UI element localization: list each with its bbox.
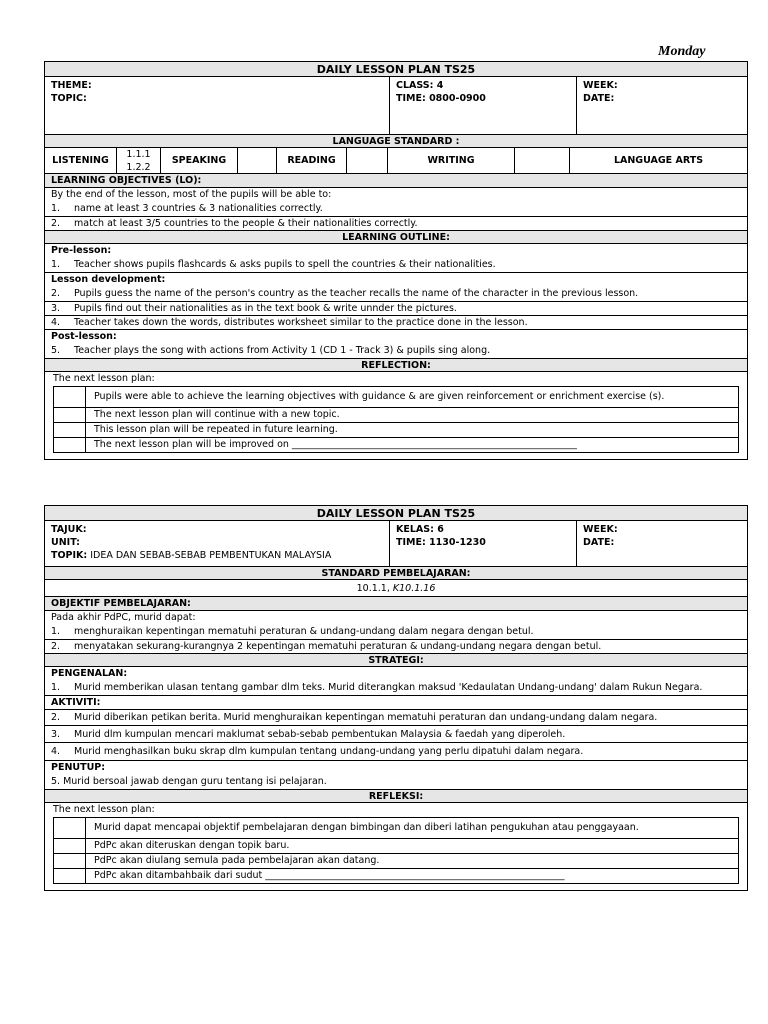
objectives-intro: By the end of the lesson, most of the pupils will be able to: [51, 189, 332, 200]
strategy-item: 3. Murid dlm kumpulan mencari maklumat sebab-sebab pembentukan Malaysia & faedah yang diperoleh. [45, 726, 747, 743]
reflection-option[interactable]: The next lesson plan will be improved on ____________________________________________________________ [54, 438, 738, 452]
objective-item: 1. menghuraikan kepentingan mematuhi peraturan & undang-undang dalam negara dengan betul. [51, 626, 534, 637]
reflection-header: REFLEKSI: [45, 790, 747, 803]
topik-value: IDEA DAN SEBAB-SEBAB PEMBENTUKAN MALAYSIA [90, 550, 332, 561]
development-block [45, 273, 747, 302]
outline-item: 2. Pupils guess the name of the person's country as the teacher recalls the name of the character in the previous lesson. [51, 288, 639, 299]
reflection-table [53, 386, 739, 453]
intro-label: PENGENALAN: [51, 668, 128, 679]
reflection-checkbox[interactable] [54, 408, 86, 422]
development-label: Lesson development: [51, 274, 166, 285]
reflection-checkbox[interactable] [54, 387, 86, 407]
time-label: TIME: 1130-1230 [396, 537, 486, 548]
reflection-table [53, 817, 739, 884]
outline-header: LEARNING OUTLINE: [45, 231, 747, 244]
reflection-label: The next lesson plan: [53, 373, 155, 384]
reflection-option[interactable]: PdPc akan diteruskan dengan topik baru. [54, 839, 738, 854]
reflection-checkbox[interactable] [54, 438, 86, 452]
reflection-option[interactable]: PdPc akan ditambahbaik dari sudut _______________________________________________________________ [54, 869, 738, 883]
post-lesson-label: Post-lesson: [51, 331, 117, 342]
tajuk-label: TAJUK: [51, 524, 87, 535]
objectives-header: OBJEKTIF PEMBELAJARAN: [45, 597, 747, 611]
closing-item: 5. Murid bersoal jawab dengan guru tentang isi pelajaran. [51, 776, 327, 787]
writing-value [515, 148, 570, 173]
speaking-label: SPEAKING [161, 148, 238, 173]
plan-title: DAILY LESSON PLAN TS25 [45, 62, 747, 77]
objectives-header: LEARNING OBJECTIVES (LO): [45, 174, 747, 188]
closing-label: PENUTUP: [51, 762, 106, 773]
objectives-block [45, 611, 747, 640]
class-label: KELAS: 6 [396, 524, 444, 535]
pre-lesson-label: Pre-lesson: [51, 245, 112, 256]
week-label: WEEK: [583, 80, 618, 91]
pre-lesson-block [45, 244, 747, 273]
reflection-option[interactable]: The next lesson plan will continue with a new topic. [54, 408, 738, 423]
activity-label: AKTIVITI: [45, 696, 747, 710]
reading-label: READING [277, 148, 347, 173]
outline-item: 1. Teacher shows pupils flashcards & asks pupils to spell the countries & their nationalities. [51, 259, 496, 270]
reading-value [347, 148, 388, 173]
class-label: CLASS: 4 [396, 80, 444, 91]
outline-item: 5. Teacher plays the song with actions from Activity 1 (CD 1 - Track 3) & pupils sing along. [51, 345, 491, 356]
reflection-checkbox[interactable] [54, 818, 86, 838]
outline-item: 3. Pupils find out their nationalities as in the text book & write unnder the pictures. [45, 302, 747, 316]
language-arts-label: LANGUAGE ARTS [613, 155, 704, 166]
reflection-option[interactable]: PdPc akan diulang semula pada pembelajaran akan datang. [54, 854, 738, 869]
strategy-header: STRATEGI: [45, 654, 747, 667]
strategy-item: 2. Murid diberikan petikan berita. Murid menghuraikan kepentingan mematuhi peraturan dan undang-undang dalam negara. [45, 710, 747, 726]
date-label: DATE: [583, 93, 615, 104]
listening-label: LISTENING [45, 148, 117, 173]
topic-label: TOPIC: [51, 93, 87, 104]
objective-item: 2. menyatakan sekurang-kurangnya 2 kepentingan mematuhi peraturan & undang-undang negara dengan betul. [45, 640, 747, 654]
listening-codes: 1.1.1 1.2.2 [117, 148, 161, 173]
theme-label: THEME: [51, 80, 92, 91]
skills-row [45, 148, 747, 174]
reflection-checkbox[interactable] [54, 839, 86, 853]
reflection-option[interactable]: Murid dapat mencapai objektif pembelajaran dengan bimbingan dan diberi latihan pengukuhan atau penggayaan. [54, 818, 738, 839]
reflection-checkbox[interactable] [54, 423, 86, 437]
standard-value: 10.1.1, K10.1.16 [45, 580, 747, 597]
date-label: DATE: [583, 537, 615, 548]
strategy-item: 4. Murid menghasilkan buku skrap dlm kumpulan tentang undang-undang yang perlu dipatuhi dalam negara. [45, 743, 747, 761]
standard-header: STANDARD PEMBELAJARAN: [45, 567, 747, 580]
lesson-plan-english [44, 61, 748, 460]
language-standard-header: LANGUAGE STANDARD : [45, 135, 747, 148]
reflection-option[interactable]: This lesson plan will be repeated in future learning. [54, 423, 738, 438]
post-lesson-block [45, 330, 747, 359]
reflection-block [45, 372, 747, 459]
time-label: TIME: 0800-0900 [396, 93, 486, 104]
intro-block [45, 667, 747, 696]
topik-label: TOPIK: [51, 550, 88, 561]
unit-label: UNIT: [51, 537, 80, 548]
lesson-plan-sejarah [44, 505, 748, 891]
reflection-block [45, 803, 747, 890]
reflection-option[interactable]: Pupils were able to achieve the learning objectives with guidance & are given reinforcement or enrichment exercise (s). [54, 387, 738, 408]
objective-item: 1. name at least 3 countries & 3 nationalities correctly. [51, 203, 323, 214]
reflection-label: The next lesson plan: [53, 804, 155, 815]
reflection-header: REFLECTION: [45, 359, 747, 372]
speaking-value [238, 148, 277, 173]
plan-header [45, 77, 747, 135]
objective-item: 2. match at least 3/5 countries to the people & their nationalities correctly. [45, 217, 747, 231]
reflection-checkbox[interactable] [54, 869, 86, 883]
reflection-checkbox[interactable] [54, 854, 86, 868]
week-label: WEEK: [583, 524, 618, 535]
objectives-block [45, 188, 747, 217]
plan-header [45, 521, 747, 567]
day-label: Monday [658, 44, 706, 59]
writing-label: WRITING [388, 148, 515, 173]
objectives-intro: Pada akhir PdPC, murid dapat: [51, 612, 196, 623]
strategy-item: 1. Murid memberikan ulasan tentang gambar dlm teks. Murid diterangkan maksud 'Kedaulatan Undang-undang' dalam Rukun Negara. [51, 682, 703, 693]
outline-item: 4. Teacher takes down the words, distributes worksheet similar to the practice done in the lesson. [45, 316, 747, 330]
plan-title: DAILY LESSON PLAN TS25 [45, 506, 747, 521]
closing-block [45, 761, 747, 790]
